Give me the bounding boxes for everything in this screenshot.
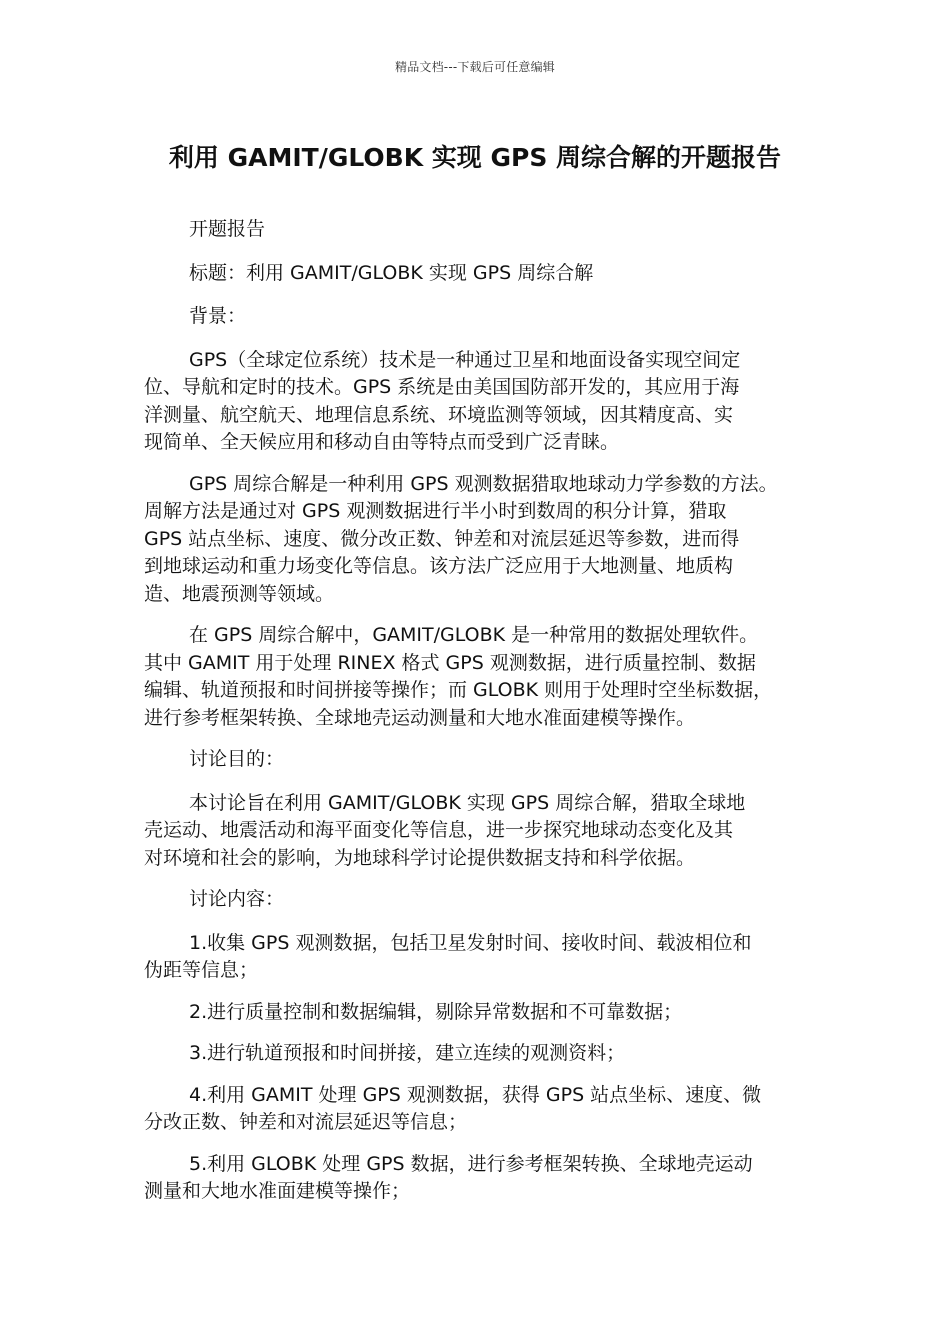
content-item-5 [144,1151,814,1206]
text-line: 讨论目的： [189,748,285,770]
document-title: 利用 GAMIT/GLOBK 实现 GPS 周综合解的开题报告 [168,143,782,172]
text-line: 造、地震预测等领域。 [144,582,335,605]
text-line: 本讨论旨在利用 GAMIT/GLOBK 实现 GPS 周综合解，猎取全球地 [189,791,746,814]
text-line: 标题：利用 GAMIT/GLOBK 实现 GPS 周综合解 [189,261,594,284]
text-line: 1.收集 GPS 观测数据，包括卫星发射时间、接收时间、载波相位和 [189,931,752,954]
text-line: 对环境和社会的影响，为地球科学讨论提供数据支持和科学依据。 [144,846,696,869]
section-label-report [144,216,814,244]
purpose-paragraph [144,790,814,873]
text-line: 进行参考框架转换、全球地壳运动测量和大地水准面建模等操作。 [144,706,696,729]
text-line: 3.进行轨道预报和时间拼接，建立连续的观测资料； [189,1042,626,1064]
section-label-title [144,260,814,288]
content-item-2 [144,999,814,1027]
text-line: 伪距等信息； [144,959,259,981]
text-line: 其中 GAMIT 用于处理 RINEX 格式 GPS 观测数据，进行质量控制、数据 [144,651,756,674]
text-line: 到地球运动和重力场变化等信息。该方法广泛应用于大地测量、地质构 [144,555,734,577]
section-label-background [144,303,814,331]
text-line: 壳运动、地震活动和海平面变化等信息，进一步探究地球动态变化及其 [144,819,734,841]
text-line: 背景： [189,305,247,327]
text-line: GPS 站点坐标、速度、微分改正数、钟差和对流层延迟等参数，进而得 [144,527,740,550]
text-line: 2.进行质量控制和数据编辑，剔除异常数据和不可靠数据； [189,1000,683,1023]
section-label-content [144,886,814,914]
text-line: 编辑、轨道预报和时间拼接等操作；而 GLOBK 则用于处理时空坐标数据， [144,679,773,701]
text-line: 分改正数、钟差和对流层延迟等信息； [144,1111,468,1133]
text-line: 讨论内容： [189,888,285,910]
text-line: 5.利用 GLOBK 处理 GPS 数据，进行参考框架转换、全球地壳运动 [189,1152,753,1175]
text-line: 现简单、全天候应用和移动自由等特点而受到广泛青睐。 [144,431,620,453]
document-body [144,216,814,1220]
content-item-4 [144,1082,814,1137]
text-line: 周解方法是通过对 GPS 观测数据进行半小时到数周的积分计算，猎取 [144,500,727,522]
content-item-3 [144,1040,814,1068]
text-line: GPS（全球定位系统）技术是一种通过卫星和地面设备实现空间定 [189,348,741,371]
background-paragraph-1 [144,347,814,457]
text-line: 测量和大地水准面建模等操作； [144,1180,411,1202]
section-label-purpose [144,746,814,774]
text-line: 4.利用 GAMIT 处理 GPS 观测数据，获得 GPS 站点坐标、速度、微 [189,1083,762,1106]
text-line: 开题报告 [189,218,266,240]
text-line: 洋测量、航空航天、地理信息系统、环境监测等领域，因其精度高、实 [144,403,734,426]
text-line: GPS 周综合解是一种利用 GPS 观测数据猎取地球动力学参数的方法。 [189,472,778,495]
background-paragraph-3 [144,622,814,732]
background-paragraph-2 [144,471,814,609]
text-line: 位、导航和定时的技术。GPS 系统是由美国国防部开发的，其应用于海 [144,376,740,398]
text-line: 在 GPS 周综合解中，GAMIT/GLOBK 是一种常用的数据处理软件。 [189,624,759,646]
page-header: 精品文档---下载后可任意编辑 [395,60,555,74]
content-item-1 [144,930,814,985]
